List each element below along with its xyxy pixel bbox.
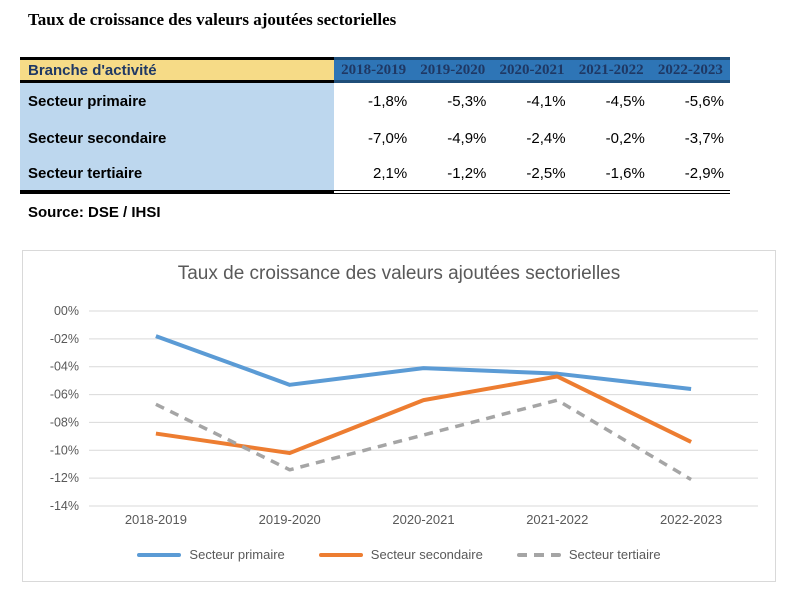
legend-label: Secteur secondaire (370, 547, 483, 562)
legend-label: Secteur primaire (189, 547, 285, 562)
table-cell: -5,6% (651, 83, 730, 120)
legend-item (137, 547, 284, 562)
table-cell: -1,2% (413, 157, 492, 194)
x-axis-label: 2022-2023 (660, 512, 723, 527)
source-note: Source: DSE / IHSI (28, 204, 161, 221)
table-cell: -4,9% (413, 120, 492, 157)
row-label: Secteur primaire (20, 83, 334, 120)
legend-item (517, 547, 661, 562)
table-cell: -2,9% (651, 157, 730, 194)
year-header: 2020-2021 (492, 57, 571, 83)
legend-item (319, 547, 483, 562)
x-axis-label: 2019-2020 (258, 512, 321, 527)
page-title: Taux de croissance des valeurs ajoutées sectorielles (28, 10, 397, 29)
y-axis-tick: 00% (53, 304, 79, 318)
legend-swatch-icon (517, 553, 561, 557)
table-cell: -2,4% (492, 120, 571, 157)
y-axis-tick: -10% (49, 443, 79, 458)
table-cell: -0,2% (572, 120, 651, 157)
table-cell: -2,5% (492, 157, 571, 194)
x-axis-label: 2020-2021 (392, 512, 455, 527)
legend-label: Secteur tertiaire (568, 547, 661, 562)
table-cell: 2,1% (334, 157, 413, 194)
chart-title: Taux de croissance des valeurs ajoutées sectorielles (177, 263, 621, 284)
y-axis-tick: -08% (49, 415, 79, 430)
y-axis-tick: -04% (49, 359, 79, 374)
line-chart (31, 296, 771, 540)
y-axis-tick: -12% (49, 471, 79, 486)
series-line (156, 400, 691, 479)
table-header-branch: Branche d'activité (20, 57, 334, 83)
x-axis-label: 2021-2022 (526, 512, 589, 527)
year-header: 2021-2022 (572, 57, 651, 83)
y-axis-tick: -14% (49, 499, 79, 513)
x-axis-label: 2018-2019 (124, 512, 187, 527)
y-axis-tick: -06% (49, 387, 79, 402)
series-line (156, 336, 691, 389)
y-axis-tick: -02% (49, 331, 79, 346)
table-cell: -7,0% (334, 120, 413, 157)
chart-legend (23, 547, 775, 562)
year-header: 2018-2019 (334, 57, 413, 83)
table-cell: -4,5% (572, 83, 651, 120)
row-label: Secteur secondaire (20, 120, 334, 157)
legend-swatch-icon (137, 553, 181, 557)
year-header: 2022-2023 (651, 57, 730, 83)
year-header: 2019-2020 (413, 57, 492, 83)
sector-growth-table (20, 57, 730, 194)
table-cell: -1,6% (572, 157, 651, 194)
row-label: Secteur tertiaire (20, 157, 334, 194)
table-cell: -5,3% (413, 83, 492, 120)
table-cell: -4,1% (492, 83, 571, 120)
table-cell: -1,8% (334, 83, 413, 120)
series-line (156, 376, 691, 453)
table-cell: -3,7% (651, 120, 730, 157)
legend-swatch-icon (319, 553, 363, 557)
chart-card (22, 250, 776, 582)
